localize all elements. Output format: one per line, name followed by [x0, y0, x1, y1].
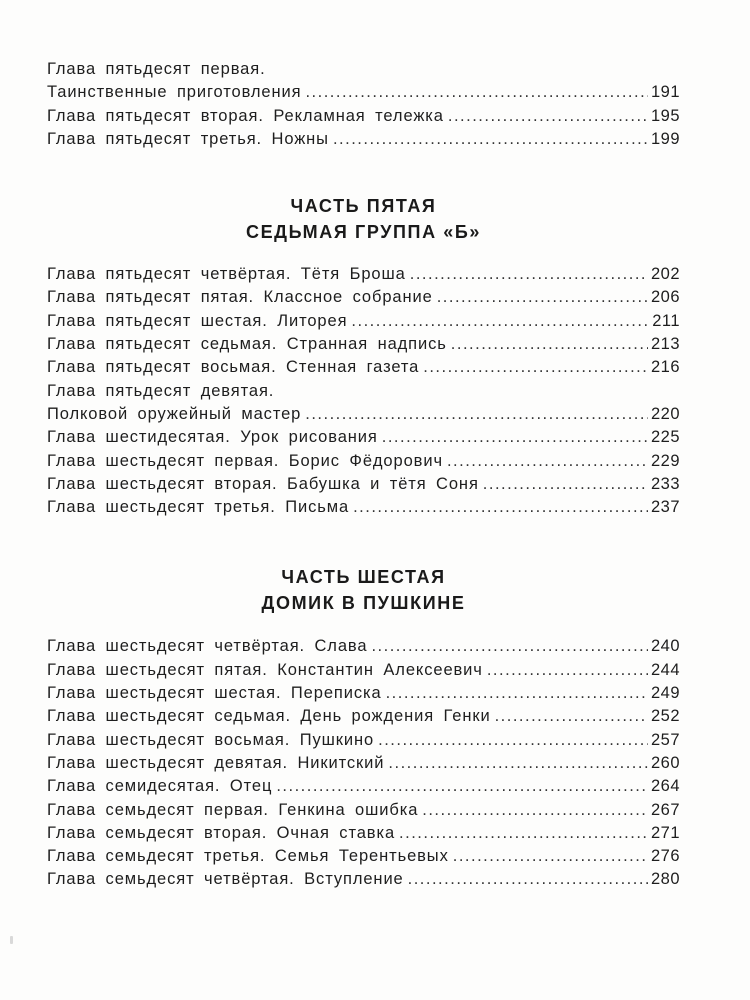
toc-entry	[47, 707, 680, 730]
toc-entry-page: 240	[650, 637, 680, 656]
toc-leader-dots	[388, 754, 648, 773]
toc-leader-dots	[371, 637, 648, 656]
toc-entry	[47, 335, 680, 358]
toc-entry-page: 199	[650, 129, 680, 148]
toc-entry	[47, 405, 680, 428]
toc-leader-dots	[382, 428, 648, 447]
table-of-contents	[47, 60, 680, 894]
toc-entry-title: Глава семидесятая. Отец	[47, 777, 273, 796]
margin-smudge	[10, 936, 13, 944]
toc-leader-dots	[448, 107, 648, 126]
toc-leader-dots	[305, 83, 648, 102]
toc-entry	[47, 637, 680, 660]
toc-entry-title: Таинственные приготовления	[47, 83, 302, 102]
toc-entry-title: Глава пятьдесят четвёртая. Тётя Броша	[47, 265, 406, 284]
part-six-heading	[47, 564, 680, 616]
part-title: ЧАСТЬ ШЕСТАЯ	[281, 567, 446, 588]
part-title: ЧАСТЬ ПЯТАЯ	[290, 196, 437, 217]
toc-leader-dots	[451, 335, 648, 354]
toc-entry	[47, 428, 680, 451]
toc-entry-title: Глава семьдесят вторая. Очная ставка	[47, 823, 396, 842]
toc-entry	[47, 452, 680, 475]
toc-entry-page: 195	[650, 106, 680, 125]
toc-entry-page: 257	[650, 730, 680, 749]
toc-leader-dots	[495, 707, 648, 726]
toc-leader-dots	[410, 265, 648, 284]
toc-entry-title: Глава семьдесят третья. Семья Терентьевых	[47, 847, 449, 866]
toc-entry-title: Полковой оружейный мастер	[47, 404, 302, 423]
toc-entry-title: Глава шестьдесят первая. Борис Фёдорович	[47, 451, 443, 470]
toc-entry	[47, 265, 680, 288]
part-subtitle: СЕДЬМАЯ ГРУППА «Б»	[245, 222, 482, 243]
toc-leader-dots	[333, 130, 648, 149]
toc-leader-dots	[422, 801, 648, 820]
toc-entry	[47, 60, 680, 83]
toc-entry-title: Глава пятьдесят седьмая. Странная надпись	[47, 335, 447, 354]
toc-entry-page: 202	[650, 265, 680, 284]
toc-entry-page: 280	[650, 870, 680, 889]
toc-entry-title: Глава шестьдесят девятая. Никитский	[47, 753, 385, 772]
toc-entry-title: Глава шестьдесят шестая. Переписка	[47, 684, 382, 703]
toc-entry-title: Глава шестьдесят пятая. Константин Алексеевич	[47, 660, 483, 679]
toc-leader-dots	[487, 661, 648, 680]
toc-leader-dots	[276, 777, 648, 796]
toc-entry	[47, 754, 680, 777]
toc-entry-title: Глава пятьдесят восьмая. Стенная газета	[47, 358, 420, 377]
toc-entry	[47, 107, 680, 130]
toc-entry-page: 244	[650, 660, 680, 679]
toc-entry-title: Глава шестьдесят восьмая. Пушкино	[47, 730, 375, 749]
toc-section-part-six	[47, 637, 680, 893]
toc-entry-page: 267	[650, 800, 680, 819]
toc-entry-page: 216	[650, 358, 680, 377]
toc-leader-dots	[378, 731, 648, 750]
toc-entry	[47, 358, 680, 381]
toc-leader-dots	[437, 288, 648, 307]
toc-entry-page: 276	[650, 847, 680, 866]
toc-entry	[47, 83, 680, 106]
toc-entry-page: 225	[650, 428, 680, 447]
toc-entry	[47, 382, 680, 405]
toc-leader-dots	[423, 358, 648, 377]
part-subtitle: ДОМИК В ПУШКИНЕ	[261, 593, 466, 614]
toc-entry-page: 229	[650, 451, 680, 470]
toc-entry	[47, 847, 680, 870]
toc-entry	[47, 824, 680, 847]
toc-entry-page: 206	[650, 288, 680, 307]
toc-entry	[47, 312, 680, 335]
toc-leader-dots	[351, 312, 649, 331]
toc-section-part-five	[47, 265, 680, 521]
toc-leader-dots	[353, 498, 648, 517]
toc-entry	[47, 731, 680, 754]
toc-leader-dots	[447, 452, 648, 471]
toc-entry-page: 252	[650, 707, 680, 726]
toc-entry-title: Глава шестьдесят вторая. Бабушка и тётя Соня	[47, 474, 479, 493]
toc-entry-title: Глава семьдесят четвёртая. Вступление	[47, 870, 404, 889]
toc-leader-dots	[386, 684, 648, 703]
toc-entry	[47, 130, 680, 153]
toc-leader-dots	[305, 405, 648, 424]
toc-entry-page: 191	[650, 83, 680, 102]
toc-leader-dots	[399, 824, 648, 843]
toc-entry	[47, 870, 680, 893]
toc-entry-page: 249	[650, 684, 680, 703]
toc-entry-title: Глава пятьдесят девятая.	[47, 381, 275, 400]
toc-entry-title: Глава пятьдесят первая.	[47, 60, 266, 78]
toc-entry-title: Глава шестьдесят третья. Письма	[47, 498, 350, 517]
toc-entry-title: Глава пятьдесят шестая. Литорея	[47, 311, 348, 330]
toc-entry-page: 264	[650, 777, 680, 796]
toc-entry-page: 233	[650, 474, 680, 493]
toc-entry	[47, 801, 680, 824]
toc-entry	[47, 684, 680, 707]
toc-entry-title: Глава шестьдесят седьмая. День рождения Генки	[47, 707, 491, 726]
toc-entry	[47, 661, 680, 684]
toc-entry-page: 271	[650, 823, 680, 842]
toc-entry-page: 211	[652, 311, 680, 330]
toc-entry-page: 260	[650, 753, 680, 772]
toc-entry	[47, 777, 680, 800]
part-five-heading	[47, 193, 680, 245]
toc-entry	[47, 288, 680, 311]
toc-section-top	[47, 60, 680, 153]
toc-entry	[47, 475, 680, 498]
toc-entry-title: Глава пятьдесят вторая. Рекламная тележка	[47, 106, 444, 125]
toc-entry-title: Глава шестьдесят четвёртая. Слава	[47, 637, 368, 656]
toc-leader-dots	[453, 847, 648, 866]
toc-leader-dots	[408, 870, 648, 889]
toc-leader-dots	[483, 475, 648, 494]
toc-entry-page: 220	[650, 404, 680, 423]
toc-entry	[47, 498, 680, 521]
toc-entry-title: Глава пятьдесят третья. Ножны	[47, 129, 329, 148]
toc-entry-title: Глава семьдесят первая. Генкина ошибка	[47, 800, 419, 819]
toc-entry-title: Глава пятьдесят пятая. Классное собрание	[47, 288, 433, 307]
toc-entry-page: 213	[650, 335, 680, 354]
toc-entry-page: 237	[650, 498, 680, 517]
toc-entry-title: Глава шестидесятая. Урок рисования	[47, 428, 378, 447]
